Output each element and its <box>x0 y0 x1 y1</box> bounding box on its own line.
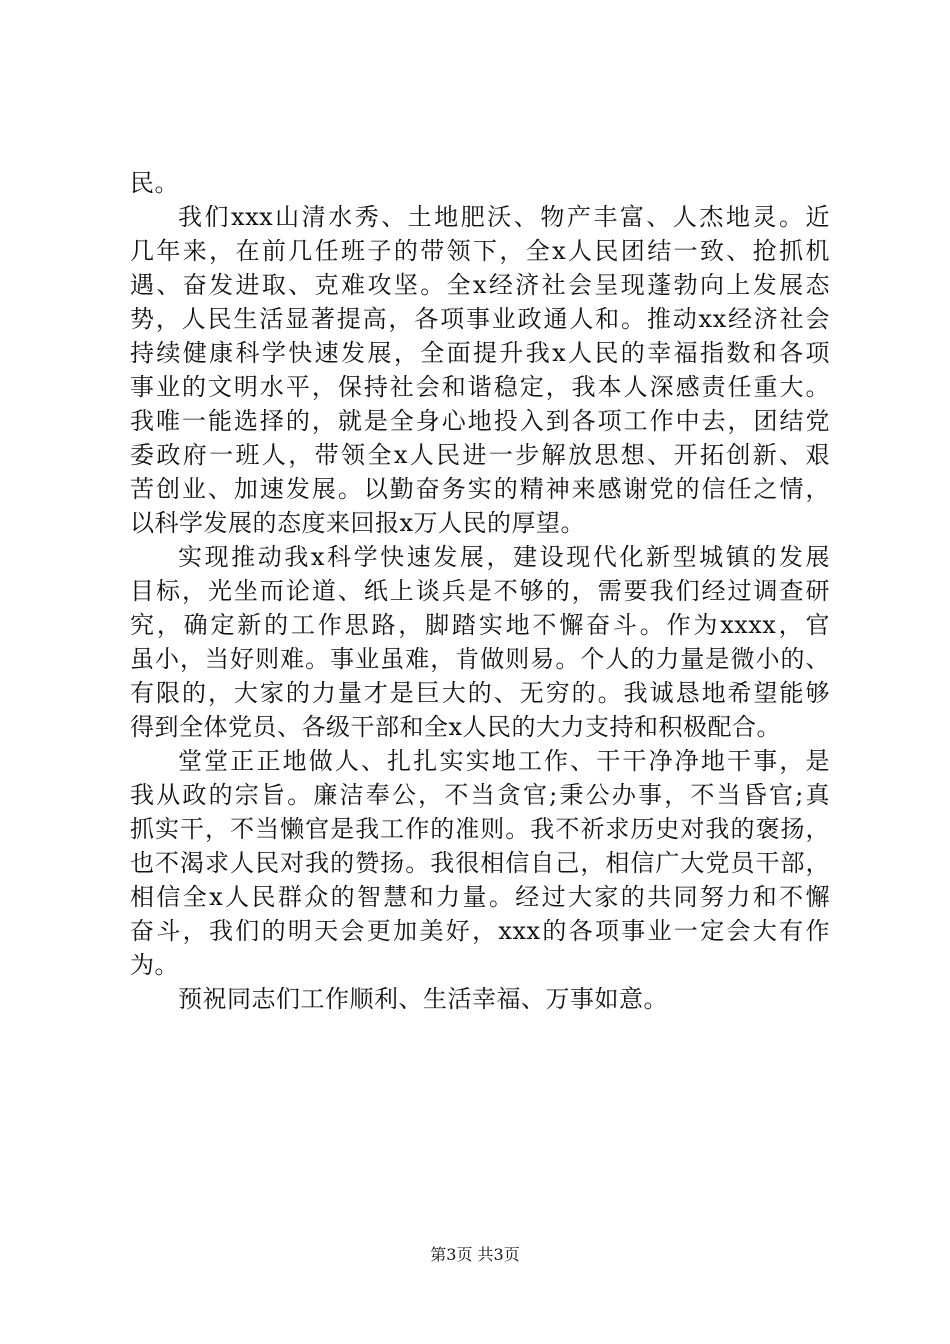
paragraph-3-line: 也不渴求人民对我的赞扬。我很相信自己，相信广大党员干部， <box>130 849 830 877</box>
paragraph-3-line: 相信全x人民群众的智慧和力量。经过大家的共同努力和不懈 <box>130 883 830 911</box>
paragraph-1-line: 我唯一能选择的，就是全身心地投入到各项工作中去，团结党 <box>130 407 830 435</box>
paragraph-1-line: 几年来，在前几任班子的带领下，全x人民团结一致、抢抓机 <box>130 237 830 265</box>
paragraph-2-line: 究，确定新的工作思路，脚踏实地不懈奋斗。作为xxxx，官 <box>130 611 830 639</box>
paragraph-2-line: 目标，光坐而论道、纸上谈兵是不够的，需要我们经过调查研 <box>130 577 830 605</box>
paragraph-2-line: 得到全体党员、各级干部和全x人民的大力支持和积极配合。 <box>130 713 782 741</box>
paragraph-2-line: 有限的，大家的力量才是巨大的、无穷的。我诚恳地希望能够 <box>130 679 830 707</box>
paragraph-2-line: 实现推动我x科学快速发展，建设现代化新型城镇的发展 <box>178 543 830 571</box>
paragraph-1-line: 事业的文明水平，保持社会和谐稳定，我本人深感责任重大。 <box>130 373 830 401</box>
paragraph-3-line: 堂堂正正地做人、扎扎实实地工作、干干净净地干事，是 <box>178 747 830 775</box>
paragraph-1-line: 我们xxx山清水秀、土地肥沃、物产丰富、人杰地灵。近 <box>178 203 830 231</box>
paragraph-2-line: 虽小，当好则难。事业虽难，肯做则易。个人的力量是微小的、 <box>130 645 830 673</box>
paragraph-3-line: 为。 <box>130 951 179 979</box>
document-body <box>130 166 830 1016</box>
paragraph-1-line: 以科学发展的态度来回报x万人民的厚望。 <box>130 509 586 537</box>
paragraph-1-line: 势，人民生活显著提高，各项事业政通人和。推动xx经济社会 <box>130 305 830 333</box>
paragraph-3-line: 奋斗，我们的明天会更加美好，xxx的各项事业一定会大有作 <box>130 917 830 945</box>
paragraph-1-line: 苦创业、加速发展。以勤奋务实的精神来感谢党的信任之情， <box>130 475 830 503</box>
paragraph-1-line: 遇、奋发进取、克难攻坚。全x经济社会呈现蓬勃向上发展态 <box>130 271 830 299</box>
paragraph-3-line: 抓实干，不当懒官是我工作的准则。我不祈求历史对我的褒扬， <box>130 815 830 843</box>
paragraph-1-line: 委政府一班人，带领全x人民进一步解放思想、开拓创新、艰 <box>130 441 830 469</box>
paragraph-1-line: 持续健康科学快速发展，全面提升我x人民的幸福指数和各项 <box>130 339 830 367</box>
text-line: 民。 <box>130 169 179 197</box>
closing-line: 预祝同志们工作顺利、生活幸福、万事如意。 <box>178 985 668 1013</box>
paragraph-3-line: 我从政的宗旨。廉洁奉公，不当贪官;秉公办事，不当昏官;真 <box>130 781 830 809</box>
page-number-footer: 第3页 共3页 <box>430 1245 520 1264</box>
